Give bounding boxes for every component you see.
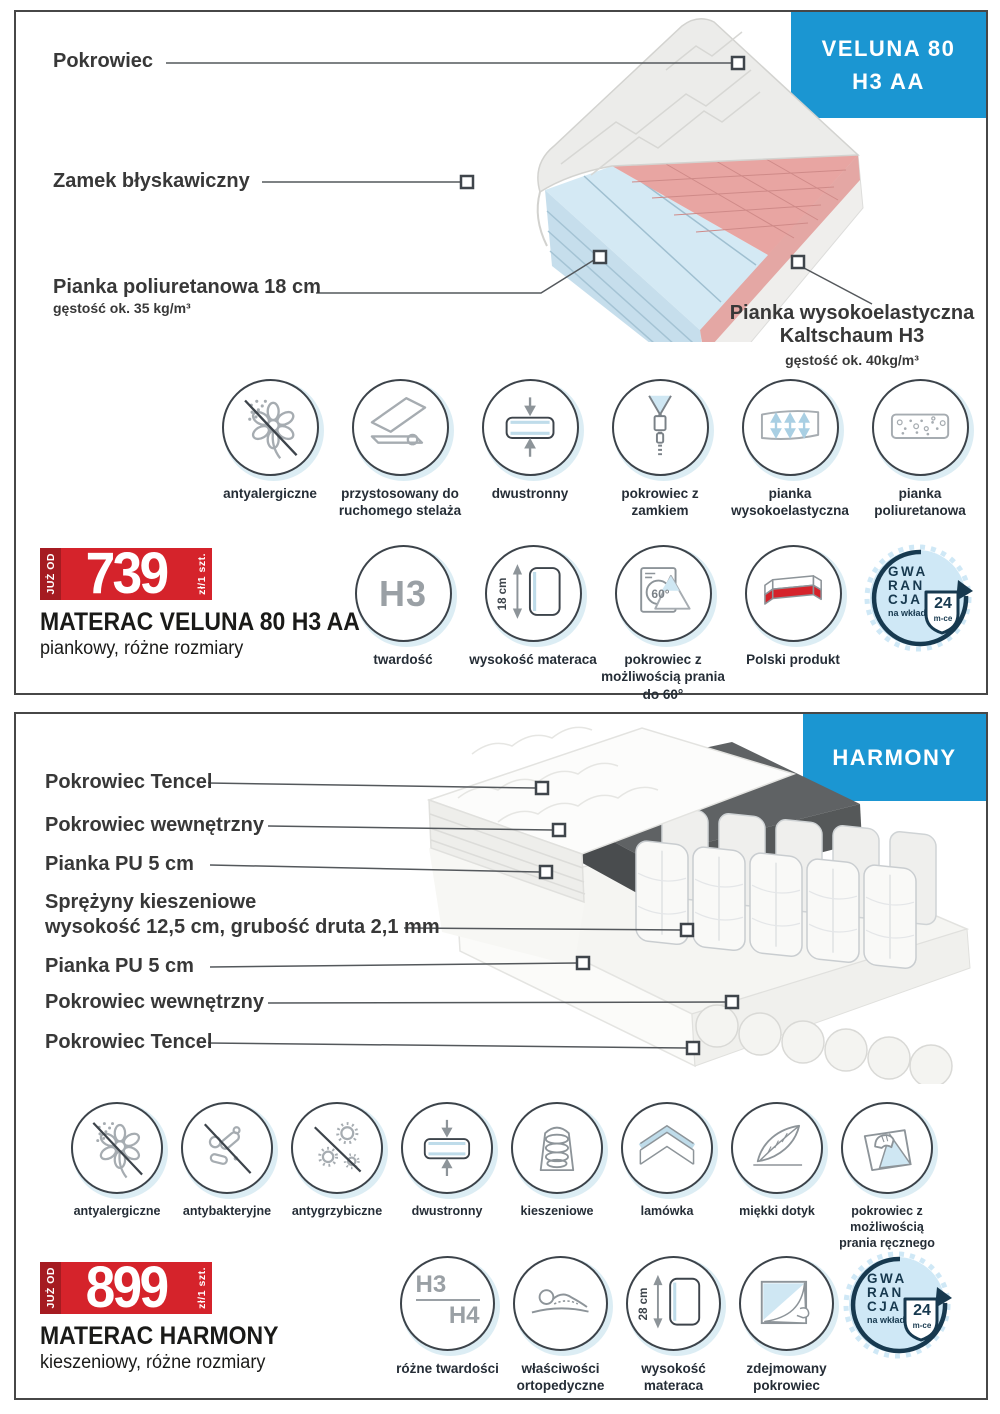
harmony-mattress-cutaway-image [402, 714, 982, 1084]
feature-two-sided: dwustronny [392, 1102, 502, 1251]
veluna-feature-row-2 [338, 545, 858, 703]
height-icon: 18 cm [485, 545, 582, 642]
veluna-feature-row-1 [205, 379, 985, 520]
feature-polish-product: Polski produkt [728, 545, 858, 703]
price-badge-veluna [40, 541, 212, 606]
callout-elastic-foam-line1: Pianka wysokoelastyczna [729, 302, 975, 324]
callout-springs-line2: wysokość 12,5 cm, grubość druta 2,1 mm [45, 916, 440, 938]
product-subtitle-harmony: kieszeniowy, różne rozmiary [40, 1352, 266, 1373]
feature-hand-washable: pokrowiec z możliwością prania ręcznego [832, 1102, 942, 1251]
feature-elastic-foam: pianka wysokoelastyczna [725, 379, 855, 520]
product-subtitle-veluna: piankowy, różne rozmiary [40, 638, 244, 659]
callout-tencel-bottom: Pokrowiec Tencel [45, 1031, 213, 1053]
washing-machine-icon: 60° [615, 545, 712, 642]
feature-pocket-springs: kieszeniowe [502, 1102, 612, 1251]
feature-mattress-height: 28 cm wysokość materaca [617, 1256, 730, 1395]
flower-crossed-icon [222, 379, 319, 476]
product-section-harmony [14, 712, 988, 1400]
callout-pu-foam: Pianka poliuretanowa 18 cm [53, 276, 321, 298]
callout-pu-top: Pianka PU 5 cm [45, 853, 194, 875]
callout-elastic-foam-density: gęstość ok. 40kg/m³ [785, 352, 919, 368]
feature-antifungal: antygrzybiczne [282, 1102, 392, 1251]
feature-two-sided: dwustronny [465, 379, 595, 520]
callout-zipper: Zamek błyskawiczny [53, 170, 250, 192]
product-name-harmony: MATERAC HARMONY [40, 1322, 279, 1350]
feature-edge-trim: lamówka [612, 1102, 722, 1251]
callout-elastic-foam-line2: Kaltschaum H3 [779, 325, 925, 347]
feature-adjustable-frame: przystosowany do ruchomego stelaża [335, 379, 465, 520]
adjustable-frame-icon [352, 379, 449, 476]
hardness-range-icon: H3 H4 [400, 1256, 495, 1351]
two-sided-icon [482, 379, 579, 476]
two-sided-icon [401, 1102, 493, 1194]
price-amount: 739 [85, 541, 167, 606]
bacteria-crossed-icon [181, 1102, 273, 1194]
callout-cover: Pokrowiec [53, 50, 154, 72]
feature-orthopedic: właściwości ortopedyczne [504, 1256, 617, 1395]
product-section-veluna [14, 10, 988, 702]
feature-hardness: H3 twardość [338, 545, 468, 703]
feature-zippered-cover: pokrowiec z zamkiem [595, 379, 725, 520]
callout-inner-cover-top: Pokrowiec wewnętrzny [45, 814, 264, 836]
price-amount: 899 [85, 1255, 167, 1320]
pocket-spring-icon [511, 1102, 603, 1194]
polish-flag-ribbon-icon [745, 545, 842, 642]
price-suffix: zł/1 szt. [195, 1267, 208, 1309]
callout-inner-cover-bottom: Pokrowiec wewnętrzny [45, 991, 264, 1013]
hand-wash-icon [841, 1102, 933, 1194]
price-badge-harmony [40, 1255, 212, 1320]
feature-pu-foam: pianka poliuretanowa [855, 379, 985, 520]
harmony-feature-row-2 [391, 1256, 843, 1395]
product-name-veluna: MATERAC VELUNA 80 H3 AA [40, 608, 360, 636]
fungus-crossed-icon [291, 1102, 383, 1194]
feather-icon [731, 1102, 823, 1194]
callout-springs-line1: Sprężyny kieszeniowe [45, 891, 257, 913]
badge-line2: H3 AA [852, 68, 925, 94]
feature-removable-cover: zdejmowany pokrowiec [730, 1256, 843, 1395]
price-suffix: zł/1 szt. [195, 553, 208, 595]
guarantee-badge-icon: GWA RAN CJA na wkład 24 m-ce [841, 1249, 953, 1361]
feature-hardness-range: H3 H4 różne twardości [391, 1256, 504, 1395]
callout-pu-bottom: Pianka PU 5 cm [45, 955, 194, 977]
mattress-edge-icon [621, 1102, 713, 1194]
price-prefix: JUŻ OD [40, 548, 61, 600]
zipper-icon [612, 379, 709, 476]
callout-pu-foam-density: gęstość ok. 35 kg/m³ [53, 300, 191, 316]
badge-line1: VELUNA 80 [821, 35, 956, 61]
feature-mattress-height: 18 cm wysokość materaca [468, 545, 598, 703]
height-icon: 28 cm [626, 1256, 721, 1351]
harmony-feature-row-1 [62, 1102, 942, 1251]
hardness-icon: H3 [355, 545, 452, 642]
badge-line1: HARMONY [832, 744, 957, 770]
elastic-foam-icon [742, 379, 839, 476]
orthopedic-icon [513, 1256, 608, 1351]
feature-washable-60: 60° pokrowiec z możliwością prania do 60° [598, 545, 728, 703]
veluna-mattress-cutaway-image [416, 12, 886, 342]
feature-soft-touch: miękki dotyk [722, 1102, 832, 1251]
feature-antiallergic: antyalergiczne [205, 379, 335, 520]
flower-crossed-icon [71, 1102, 163, 1194]
callout-tencel-top: Pokrowiec Tencel [45, 771, 213, 793]
removable-cover-icon [739, 1256, 834, 1351]
price-prefix: JUŻ OD [40, 1262, 61, 1314]
guarantee-badge-icon: GWA RAN CJA na wkład 24 m-ce [862, 542, 974, 654]
feature-antibacterial: antybakteryjne [172, 1102, 282, 1251]
pu-foam-icon [872, 379, 969, 476]
feature-antiallergic: antyalergiczne [62, 1102, 172, 1251]
callout-elastic-foam [722, 302, 982, 368]
